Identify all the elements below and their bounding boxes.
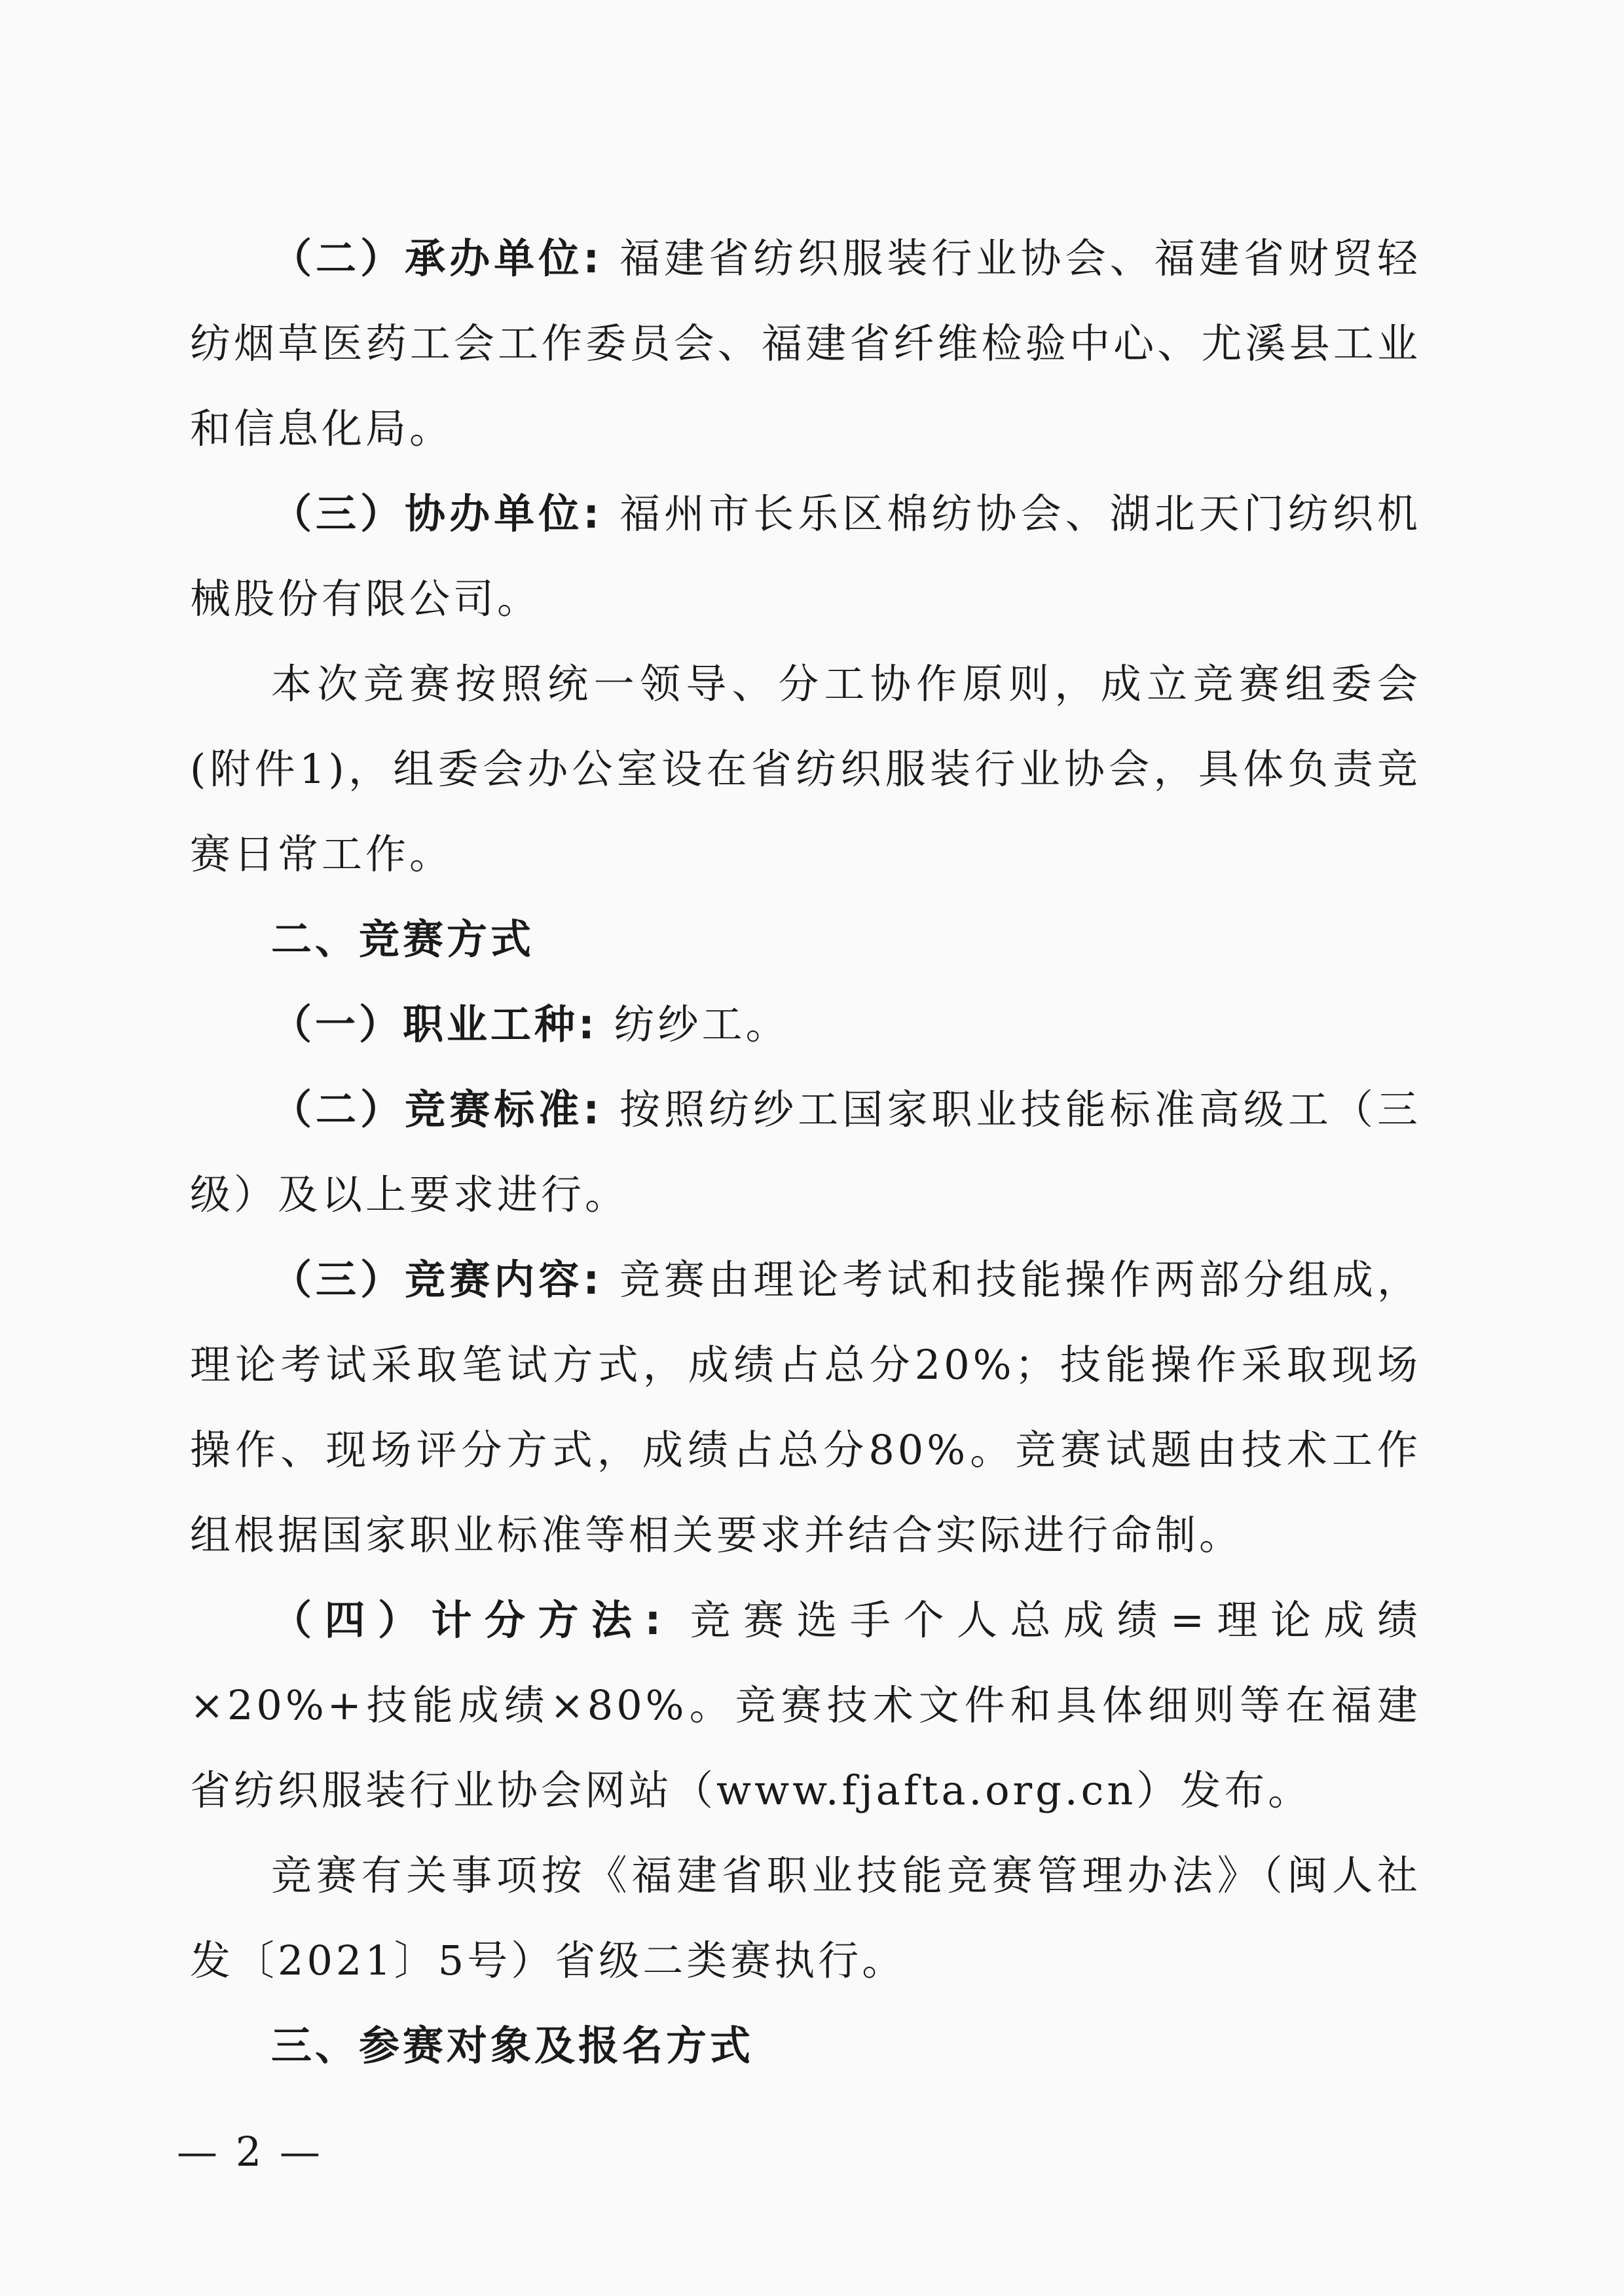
paragraph-occupation <box>190 982 1421 1067</box>
paragraph-text: 纺纱工。 <box>597 1000 790 1048</box>
paragraph-regulations: 竞赛有关事项按《福建省职业技能竞赛管理办法》（闽人社发〔2021〕5号）省级二类赛执行。 <box>190 1851 1421 1984</box>
paragraph-organizers <box>190 216 1421 471</box>
paragraph-label: （四）计分方法: <box>271 1596 665 1644</box>
paragraph-text: 按照纺纱工国家职业技能标准高级工（三级）及以上要求进行。 <box>190 1085 1421 1218</box>
section-heading-participants: 三、参赛对象及报名方式 <box>271 2022 754 2069</box>
paragraph-label: （二）承办单位: <box>271 234 603 282</box>
paragraph-text: 竞赛由理论考试和技能操作两部分组成，理论考试采取笔试方式，成绩占总分20%；技能操作采取现场操作、现场评分方式，成绩占总分80%。竞赛试题由技术工作组根据国家职业标准等相关要求并结合实际进行命制。 <box>190 1256 1421 1559</box>
paragraph-text: 福州市长乐区棉纺协会、湖北天门纺织机械股份有限公司。 <box>190 490 1421 623</box>
paragraph-text: 竞赛选手个人总成绩=理论成绩×20%+技能成绩×80%。竞赛技术文件和具体细则等在福建省纺织服装行业协会网站（www.fjafta.org.cn）发布。 <box>190 1596 1421 1814</box>
paragraph-label: （三）竞赛内容: <box>271 1256 603 1303</box>
page-number: — 2 — <box>177 2128 323 2176</box>
paragraph-committee: 本次竞赛按照统一领导、分工协作原则，成立竞赛组委会(附件1)，组委会办公室设在省纺织服装行业协会，具体负责竞赛日常工作。 <box>190 660 1421 878</box>
section-heading-competition-method: 二、竞赛方式 <box>271 915 535 963</box>
document-body <box>190 216 1421 2088</box>
paragraph-co-organizers <box>190 471 1421 642</box>
paragraph-label: （二）竞赛标准: <box>271 1085 603 1133</box>
paragraph-text: 福建省纺织服装行业协会、福建省财贸轻纺烟草医药工会工作委员会、福建省纤维检验中心、尤溪县工业和信息化局。 <box>190 234 1421 452</box>
paragraph-content <box>190 1237 1421 1578</box>
paragraph-scoring <box>190 1578 1421 1833</box>
paragraph-label: （一）职业工种: <box>271 1000 598 1048</box>
paragraph-label: （三）协办单位: <box>271 490 603 538</box>
paragraph-standard <box>190 1067 1421 1237</box>
